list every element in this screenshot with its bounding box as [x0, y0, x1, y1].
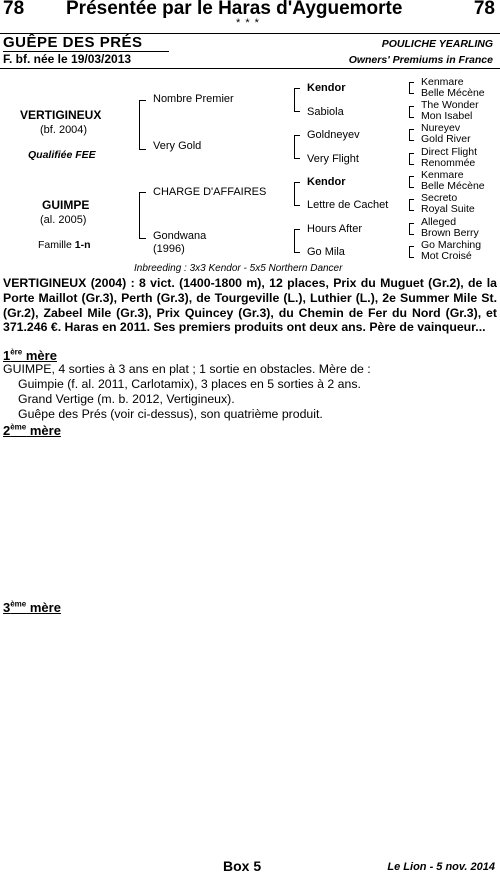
gen3-bracket-4 — [409, 153, 414, 165]
section-dam3-num: 3 — [3, 600, 11, 615]
inbreeding-note: Inbreeding : 3x3 Kendor - 5x5 Northern Dancer — [134, 263, 343, 274]
gen3-1: Kendor — [307, 82, 346, 94]
gen3-bracket-1 — [409, 82, 414, 94]
lot-number-left: 78 — [3, 0, 25, 19]
gen4-7: Direct Flight — [421, 146, 478, 158]
gen4-10: Belle Mécène — [421, 180, 485, 192]
gen4-16: Mot Croisé — [421, 250, 472, 262]
dam-family-prefix: Famille — [38, 239, 75, 251]
section-dam1-num: 1 — [3, 348, 11, 363]
gen2-dam-dam: Gondwana — [153, 230, 207, 242]
gen4-14: Brown Berry — [421, 227, 479, 239]
consignor-title: Présentée par le Haras d'Ayguemorte — [66, 0, 403, 19]
section-dam3-sup: ème — [10, 599, 27, 609]
gen2-bracket-1 — [294, 88, 300, 112]
gen3-bracket-3 — [409, 129, 414, 141]
horse-name: GUÊPE DES PRÉS — [3, 34, 143, 51]
gen3-5: Kendor — [307, 176, 346, 188]
header-stars: * * * — [236, 17, 260, 29]
gen2-dam-dam-year: (1996) — [153, 243, 185, 255]
gen2-sire-dam: Very Gold — [153, 140, 202, 152]
section-dam2-sup: ème — [10, 422, 27, 432]
gen4-11: Secreto — [421, 192, 458, 204]
gen4-13: Alleged — [421, 216, 457, 228]
gen3-bracket-7 — [409, 223, 414, 235]
gen2-bracket-2 — [294, 135, 300, 159]
sire-bracket — [139, 100, 146, 150]
gen2-sire-sire: Nombre Premier — [153, 93, 234, 105]
dam-detail: (al. 2005) — [40, 214, 87, 226]
gen4-12: Royal Suite — [421, 203, 475, 215]
gen4-3: The Wonder — [421, 99, 479, 111]
sire-detail: (bf. 2004) — [40, 124, 88, 136]
gen3-7: Hours After — [307, 223, 363, 235]
gen4-15: Go Marching — [421, 239, 482, 251]
gen3-8: Go Mila — [307, 246, 345, 258]
dam1-produce-3: Guêpe des Prés (voir ci-dessus), son quatrième produit. — [18, 407, 323, 421]
dam1-produce-1: Guimpie (f. al. 2011, Carlotamix), 3 places en 5 sorties à 2 ans. — [18, 377, 361, 391]
gen2-bracket-3 — [294, 182, 300, 206]
box-number: Box 5 — [223, 858, 262, 874]
gen3-bracket-8 — [409, 246, 414, 258]
section-dam3-word: mère — [26, 600, 61, 615]
gen4-2: Belle Mécène — [421, 87, 485, 99]
gen3-bracket-5 — [409, 176, 414, 188]
gen3-3: Goldneyev — [307, 129, 360, 141]
lot-number-right: 78 — [473, 0, 495, 19]
section-dam1 — [3, 348, 57, 363]
section-dam2-word: mère — [26, 423, 61, 438]
horse-birth: F. bf. née le 19/03/2013 — [3, 52, 132, 66]
section-dam1-sup: ère — [10, 347, 23, 357]
sale-info: Le Lion - 5 nov. 2014 — [387, 861, 495, 873]
section-dam2-num: 2 — [3, 423, 11, 438]
sire-name: VERTIGINEUX — [20, 108, 102, 122]
owners-premiums: Owners' Premiums in France — [348, 54, 493, 66]
gen3-6: Lettre de Cachet — [307, 199, 389, 211]
section-dam2 — [3, 423, 61, 438]
gen4-9: Kenmare — [421, 169, 464, 181]
dam1-produce-2: Grand Vertige (m. b. 2012, Vertigineux). — [18, 392, 235, 406]
gen4-1: Kenmare — [421, 76, 464, 88]
horse-category: POULICHE YEARLING — [381, 38, 493, 50]
dam-family — [38, 239, 91, 251]
dam1-intro: GUIMPE, 4 sorties à 3 ans en plat ; 1 sortie en obstacles. Mère de : — [3, 362, 371, 376]
section-dam3 — [3, 600, 61, 615]
dam-name: GUIMPE — [42, 198, 90, 212]
gen2-bracket-4 — [294, 229, 300, 253]
gen3-2: Sabiola — [307, 106, 344, 118]
sire-paragraph: VERTIGINEUX (2004) : 8 vict. (1400-1800 m), 12 places, Prix du Muguet (Gr.2), de la Porte Maillot (Gr.3), Perth (Gr.3), de Tourgeville (L.), Luthier (L.), 2e Summer Mile St. (Gr.2), Zabeel Mile (Gr.3), Prix Quincey (Gr.3), du Chemin de Fer du Nord (Gr.3), et 371.246 €. Haras en 2011. Ses premiers produits ont deux ans. Père de vainqueur... — [3, 276, 497, 335]
gen4-8: Renommée — [421, 157, 476, 169]
section-dam1-word: mère — [22, 348, 57, 363]
gen3-bracket-2 — [409, 106, 414, 118]
sire-note: Qualifiée FEE — [28, 149, 96, 161]
dam-bracket — [139, 192, 146, 239]
gen4-6: Gold River — [421, 133, 471, 145]
gen4-5: Nureyev — [421, 122, 461, 134]
gen3-4: Very Flight — [307, 153, 359, 165]
gen2-dam-sire: CHARGE D'AFFAIRES — [153, 186, 267, 198]
gen4-4: Mon Isabel — [421, 110, 473, 122]
dam-family-code: 1-n — [74, 239, 91, 251]
gen3-bracket-6 — [409, 199, 414, 211]
